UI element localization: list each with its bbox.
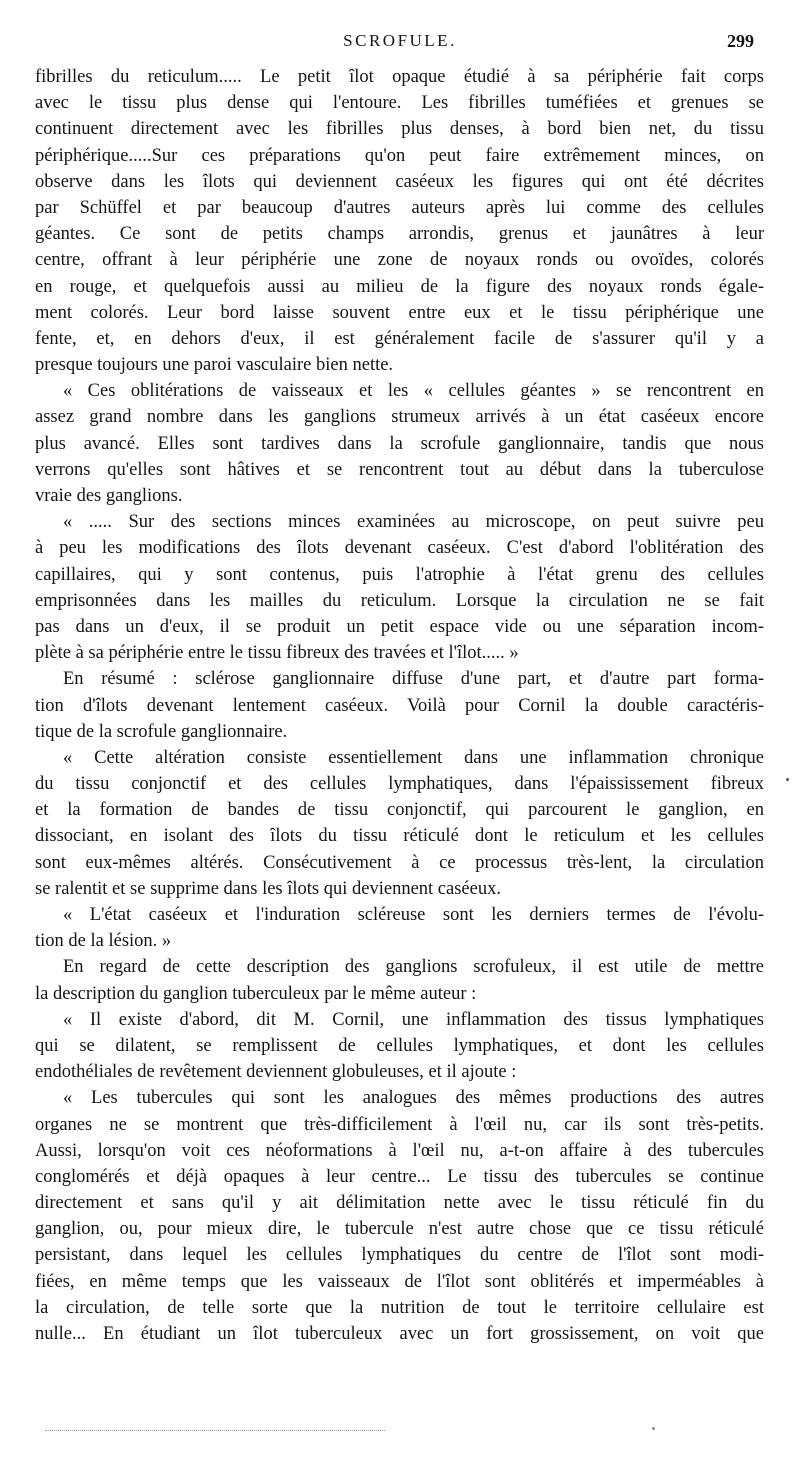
text-line: organes ne se montrent que très-difficilement à l'œil nu, car ils sont très-petits. xyxy=(35,1114,764,1135)
footer-rule xyxy=(45,1430,385,1431)
text-line: directement et sans qu'il y ait délimitation nette avec le tissu réticulé fin du xyxy=(35,1193,764,1214)
text-line: En regard de cette description des ganglions scrofuleux, il est utile de mettre xyxy=(63,957,764,978)
text-line: capillaires, qui y sont contenus, puis l'atrophie à l'état grenu des cellules xyxy=(35,564,764,585)
text-line: persistant, dans lequel les cellules lymphatiques du centre de l'îlot sont modi- xyxy=(35,1245,764,1266)
text-line: « Cette altération consiste essentiellement dans une inflammation chronique xyxy=(63,747,764,768)
text-line: fiées, en même temps que les vaisseaux de l'îlot sont oblitérés et imperméables à xyxy=(35,1271,764,1292)
text-line: En résumé : sclérose ganglionnaire diffuse d'une part, et d'autre part forma- xyxy=(63,669,764,690)
text-line: endothéliales de revêtement deviennent globuleuses, et il ajoute : xyxy=(35,1062,517,1083)
text-line: « L'état caséeux et l'induration scléreuse sont les derniers termes de l'évolu- xyxy=(63,905,764,925)
text-line: pas dans un d'eux, il se produit un petit espace vide ou une séparation incom- xyxy=(35,616,764,637)
text-line: « Les tubercules qui sont les analogues des mêmes productions des autres xyxy=(63,1088,764,1109)
text-line: périphérique.....Sur ces préparations qu'on peut faire extrêmement minces, on xyxy=(35,145,764,166)
text-line: et la formation de bandes de tissu conjonctif, qui parcourent le ganglion, en xyxy=(35,800,764,821)
text-line: « Ces oblitérations de vaisseaux et les « cellules géantes » se rencontrent en xyxy=(63,381,764,402)
text-line: tion de la lésion. » xyxy=(35,931,172,952)
text-line: Aussi, lorsqu'on voit ces néoformations à l'œil nu, a-t-on affaire à des tubercules xyxy=(35,1140,764,1161)
margin-speck xyxy=(786,778,789,781)
text-line: tique de la scrofule ganglionnaire. xyxy=(35,721,288,742)
text-line: la description du ganglion tuberculeux par le même auteur : xyxy=(35,983,477,1004)
text-line: dissociant, en isolant des îlots du tissu réticulé dont le reticulum et les cellules xyxy=(35,826,764,847)
footer-speck xyxy=(652,1427,655,1430)
text-line: la circulation, de telle sorte que la nutrition de tout le territoire cellulaire est xyxy=(35,1297,764,1318)
body-text xyxy=(35,64,764,1347)
text-line: par Schüffel et par beaucoup d'autres auteurs après lui comme des cellules xyxy=(35,197,764,218)
text-line: emprisonnées dans les mailles du reticulum. Lorsque la circulation ne se fait xyxy=(35,590,764,611)
text-line: sont eux-mêmes altérés. Consécutivement à ce processus très-lent, la circulation xyxy=(35,852,764,873)
text-line: observe dans les îlots qui deviennent caséeux les figures qui ont été décrites xyxy=(35,171,764,192)
text-line: verrons qu'elles sont hâtives et se rencontrent tout au début dans la tuberculose xyxy=(35,459,764,480)
text-line: à peu les modifications des îlots devenant caséeux. C'est d'abord l'oblitération des xyxy=(35,538,764,559)
text-line: centre, offrant à leur périphérie une zone de noyaux ronds ou ovoïdes, colorés xyxy=(35,250,764,271)
text-line: tion d'îlots devenant lentement caséeux. Voilà pour Cornil la double caractéris- xyxy=(35,695,764,716)
text-line: presque toujours une paroi vasculaire bien nette. xyxy=(35,355,394,376)
text-line: vraie des ganglions. xyxy=(35,486,183,506)
text-line: du tissu conjonctif et des cellules lymphatiques, dans l'épaississement fibreux xyxy=(35,774,764,795)
text-line: ment colorés. Leur bord laisse souvent entre eux et le tissu périphérique une xyxy=(35,302,764,323)
running-head xyxy=(36,31,764,57)
text-line: nulle... En étudiant un îlot tuberculeux avec un fort grossissement, on voit que xyxy=(35,1324,764,1344)
text-line: plète à sa périphérie entre le tissu fibreux des travées et l'îlot..... » xyxy=(35,643,519,664)
text-line: plus avancé. Elles sont tardives dans la scrofule ganglionnaire, tandis que nous xyxy=(35,433,764,454)
text-line: « ..... Sur des sections minces examinées au microscope, on peut suivre peu xyxy=(63,512,764,533)
text-line: « Il existe d'abord, dit M. Cornil, une inflammation des tissus lymphatiques xyxy=(63,1009,764,1030)
text-line: continuent directement avec les fibrilles plus denses, à bord bien net, du tissu xyxy=(35,119,764,140)
text-line: qui se dilatent, se remplissent de cellules lymphatiques, et dont les cellules xyxy=(35,1035,764,1056)
text-line: fente, et, en dehors d'eux, il est généralement facile de s'assurer qu'il y a xyxy=(35,328,764,349)
text-line: assez grand nombre dans les ganglions strumeux arrivés à un état caséeux encore xyxy=(35,407,764,428)
text-line: fibrilles du reticulum..... Le petit îlot opaque étudié à sa périphérie fait corps xyxy=(35,67,764,87)
text-line: avec le tissu plus dense qui l'entoure. Les fibrilles tuméfiées et grenues se xyxy=(35,93,764,114)
text-line: ganglion, ou, pour mieux dire, le tubercule n'est autre chose que ce tissu réticulé xyxy=(35,1219,764,1240)
text-line: se ralentit et se supprime dans les îlots qui deviennent caséeux. xyxy=(35,878,501,899)
text-line: géantes. Ce sont de petits champs arrondis, grenus et jaunâtres à leur xyxy=(35,224,764,245)
running-title: SCROFULE. xyxy=(343,31,457,50)
text-line: conglomérés et déjà opaques à leur centre... Le tissu des tubercules se continue xyxy=(35,1166,764,1187)
text-line: en rouge, et quelquefois aussi au milieu de la figure des noyaux ronds égale- xyxy=(35,276,764,297)
page-number: 299 xyxy=(727,31,754,51)
